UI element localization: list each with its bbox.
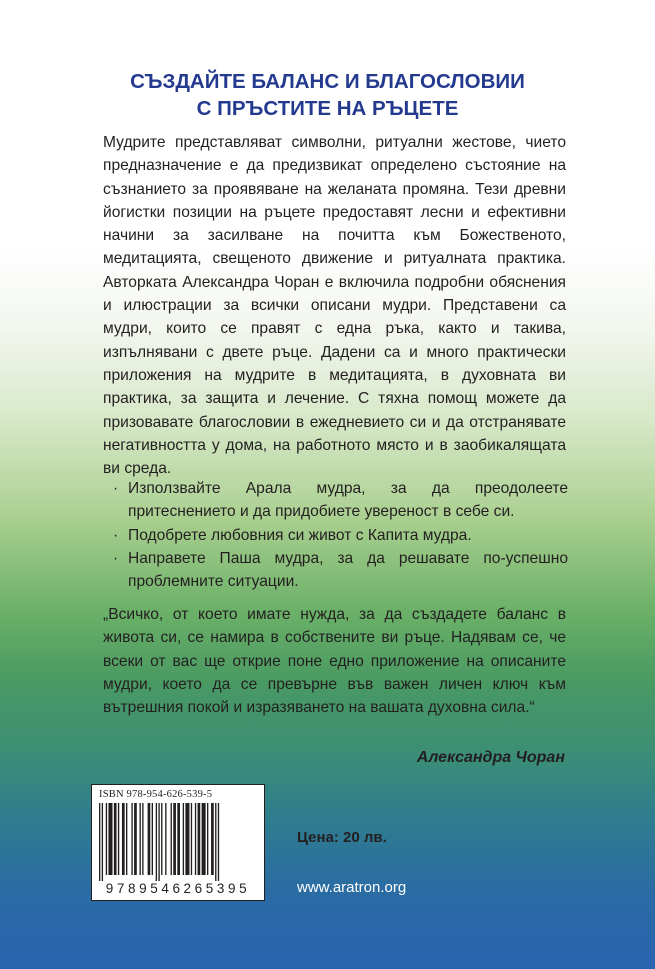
quote-author: Александра Чоран — [416, 749, 565, 766]
bullet-text: Използвайте Арала мудра, за да преодолеете притеснението и да придобиете увереност в себе си. — [128, 480, 568, 521]
description-text: Мудрите представляват символни, ритуални жестове, чието предназначение е да предизвикат определено състояние на съзнанието за проявяване на желаната промяна. Тези древни йогистки позиции на ръцете предоставят лесни и ефективни начини за засилване на почитта към Божественото, медитацията, свещеното движение и ритуалната практика. Авторката Александра Чоран е включила подробни обяснения и илюстрации за всички описани мудри. Представени са мудри, които се правят с една ръка, както и такива, изпълнявани с двете ръце. Дадени са и много практически приложения на мудрите в медитацията, в духовната ви практика, за защита и лечение. С тяхна помощ можете да призовавате благословии в ежедневието си и да отстранявате негативността у дома, на работното място и в заобикалящата ви среда. — [103, 134, 566, 478]
bullet-marker: · — [113, 526, 119, 544]
bullet-marker: · — [113, 549, 119, 567]
isbn-number: ISBN 978-954-626-539-5 — [99, 789, 213, 800]
title-line-1: СЪЗДАЙТЕ БАЛАНС И БЛАГОСЛОВИИ — [130, 70, 525, 93]
bullet-item — [113, 477, 568, 524]
isbn-barcode — [91, 784, 265, 901]
title-line-2: С ПРЪСТИТЕ НА РЪЦЕТЕ — [196, 97, 459, 120]
description-paragraph — [103, 131, 566, 480]
bullet-item — [113, 547, 568, 594]
bullet-marker: · — [113, 480, 119, 497]
author-quote: „Всичко, от което имате нужда, за да създадете баланс в живота си, се намира в собствените ви ръце. Надявам се, че всеки от вас ще открие поне едно приложение на описаните мудри, което да се превърне във важен личен ключ към вътрешния покой и изразяването на вашата духовна сила.“ — [103, 606, 566, 717]
back-cover-title — [0, 68, 655, 122]
barcode-digits: 9789546265395 — [105, 881, 251, 896]
bullet-list — [113, 477, 568, 593]
price-label: Цена: 20 лв. — [297, 829, 387, 846]
bullet-text: Направете Паша мудра, за да решавате по-успешно проблемните ситуации. — [128, 549, 568, 591]
barcode-bars — [95, 803, 261, 881]
bullet-text: Подобрете любовния си живот с Капита мудра. — [128, 526, 472, 544]
bullet-item — [113, 524, 568, 547]
publisher-website: www.aratron.org — [297, 879, 407, 896]
